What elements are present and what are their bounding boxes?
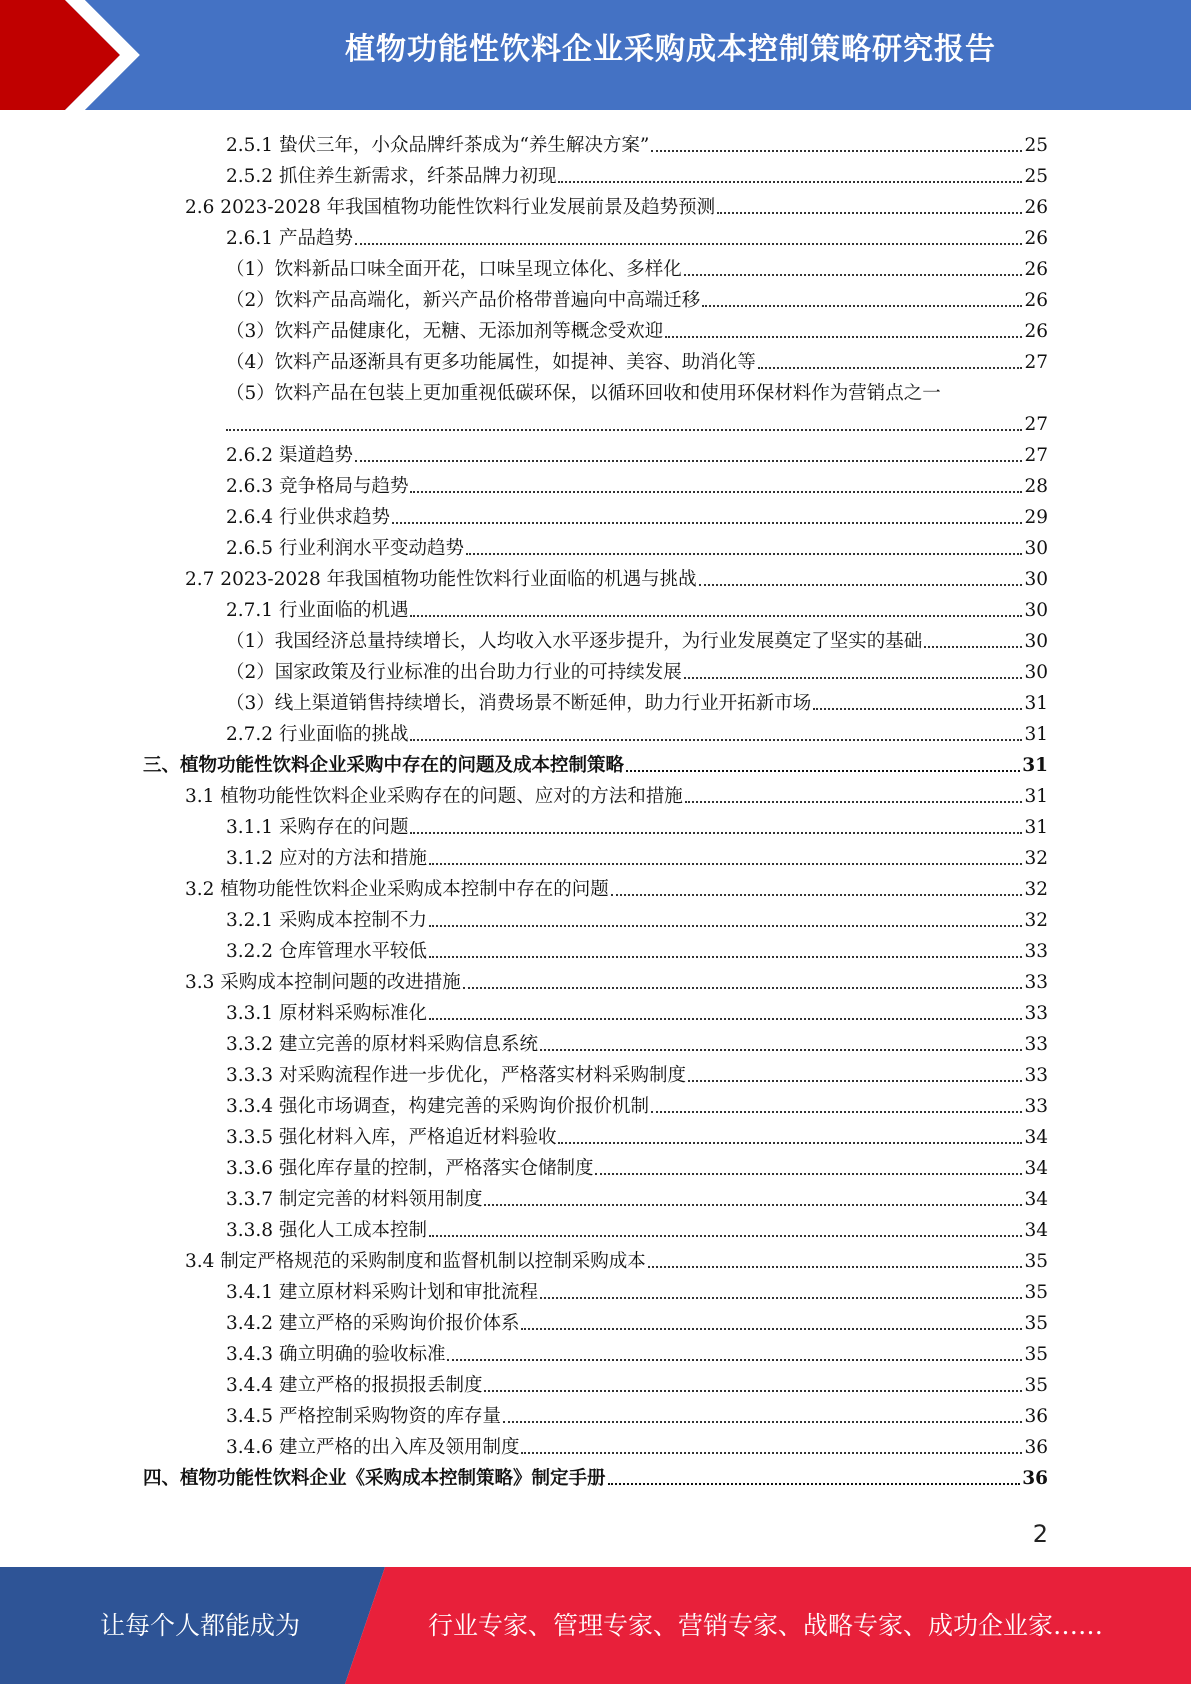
toc-entry-page: 34 bbox=[1024, 1127, 1048, 1148]
toc-entry-title: 2.7.2 行业面临的挑战 bbox=[226, 724, 409, 745]
toc-leader-dots bbox=[410, 832, 1022, 834]
toc-entry-page: 32 bbox=[1024, 848, 1048, 869]
toc-entry[interactable] bbox=[226, 467, 1048, 498]
toc-entry-page: 30 bbox=[1024, 538, 1048, 559]
toc-leader-dots bbox=[688, 1080, 1022, 1082]
toc-leader-dots bbox=[813, 708, 1022, 710]
toc-leader-dots bbox=[558, 181, 1022, 183]
toc-entry-title: 3.1.1 采购存在的问题 bbox=[226, 817, 409, 838]
toc-entry-title: 2.5.2 抓住养生新需求，纤茶品牌力初现 bbox=[226, 166, 557, 187]
report-title: 植物功能性饮料企业采购成本控制策略研究报告 bbox=[345, 32, 996, 67]
toc-leader-dots bbox=[429, 1235, 1022, 1237]
toc-entry[interactable] bbox=[226, 591, 1048, 622]
toc-entry-title: 3.3.8 强化人工成本控制 bbox=[226, 1220, 427, 1241]
toc-entry-title: 3.4.2 建立严格的采购询价报价体系 bbox=[226, 1313, 520, 1334]
toc-entry-page: 25 bbox=[1024, 166, 1048, 187]
toc-entry-title: 3.2.1 采购成本控制不力 bbox=[226, 910, 427, 931]
toc-entry-title: （5）饮料产品在包装上更加重视低碳环保，以循环回收和使用环保材料作为营销点之一 bbox=[226, 383, 941, 404]
toc-leader-dots bbox=[429, 956, 1022, 958]
toc-entry[interactable] bbox=[185, 777, 1048, 808]
toc-entry[interactable] bbox=[185, 963, 1048, 994]
toc-entry-title: 3.3 采购成本控制问题的改进措施 bbox=[185, 972, 461, 993]
toc-leader-dots bbox=[702, 305, 1022, 307]
toc-entry-page: 25 bbox=[1024, 135, 1048, 156]
toc-entry-title: 3.4.4 建立严格的报损报丢制度 bbox=[226, 1375, 483, 1396]
toc-entry[interactable] bbox=[226, 157, 1048, 188]
toc-leader-dots bbox=[611, 894, 1023, 896]
toc-leader-dots bbox=[355, 460, 1023, 462]
toc-entry-title: 3.4.5 严格控制采购物资的库存量 bbox=[226, 1406, 501, 1427]
toc-entry-title: 2.5.1 蛰伏三年，小众品牌纤茶成为“养生解决方案” bbox=[226, 135, 650, 156]
chevron-logo-icon bbox=[0, 0, 150, 110]
toc-entry-page: 32 bbox=[1024, 879, 1048, 900]
toc-entry[interactable] bbox=[226, 1273, 1048, 1304]
toc-leader-dots bbox=[684, 677, 1023, 679]
toc-leader-dots bbox=[447, 1359, 1022, 1361]
page-footer bbox=[0, 1567, 1191, 1684]
toc-entry[interactable] bbox=[226, 374, 1048, 436]
toc-entry-page: 31 bbox=[1024, 786, 1048, 807]
toc-entry-page: 31 bbox=[1022, 755, 1048, 776]
toc-leader-dots bbox=[595, 1173, 1022, 1175]
toc-leader-dots bbox=[410, 491, 1022, 493]
toc-entry-page: 33 bbox=[1024, 941, 1048, 962]
toc-leader-dots bbox=[463, 987, 1023, 989]
toc-entry[interactable] bbox=[185, 188, 1048, 219]
toc-entry-title: 2.6.1 产品趋势 bbox=[226, 228, 353, 249]
toc-entry-page: 33 bbox=[1024, 1003, 1048, 1024]
toc-entry[interactable] bbox=[226, 653, 1048, 684]
toc-entry-title: 2.6 2023-2028 年我国植物功能性饮料行业发展前景及趋势预测 bbox=[185, 197, 716, 218]
toc-entry-page: 35 bbox=[1024, 1282, 1048, 1303]
toc-entry-title: 2.7 2023-2028 年我国植物功能性饮料行业面临的机遇与挑战 bbox=[185, 569, 697, 590]
toc-entry-page: 26 bbox=[1024, 228, 1048, 249]
toc-leader-dots bbox=[410, 739, 1022, 741]
toc-entry[interactable] bbox=[226, 622, 1048, 653]
toc-leader-dots bbox=[503, 1421, 1022, 1423]
toc-entry-title: 3.3.4 强化市场调查，构建完善的采购询价报价机制 bbox=[226, 1096, 649, 1117]
toc-entry-page: 36 bbox=[1024, 1406, 1048, 1427]
toc-leader-dots bbox=[699, 584, 1023, 586]
toc-entry-title: （3）线上渠道销售持续增长，消费场景不断延伸，助力行业开拓新市场 bbox=[226, 693, 812, 714]
toc-entry-page: 27 bbox=[1024, 414, 1048, 435]
toc-entry[interactable] bbox=[185, 1242, 1048, 1273]
toc-leader-dots bbox=[484, 1390, 1022, 1392]
toc-entry[interactable] bbox=[226, 1304, 1048, 1335]
toc-leader-dots bbox=[626, 770, 1020, 772]
toc-entry[interactable] bbox=[226, 436, 1048, 467]
toc-entry-title: 3.2 植物功能性饮料企业采购成本控制中存在的问题 bbox=[185, 879, 609, 900]
toc-entry-page: 34 bbox=[1024, 1189, 1048, 1210]
toc-entry-page: 30 bbox=[1024, 631, 1048, 652]
toc-entry[interactable] bbox=[226, 1397, 1048, 1428]
toc-leader-dots bbox=[226, 429, 1022, 431]
toc-entry-page: 26 bbox=[1024, 321, 1048, 342]
toc-entry[interactable] bbox=[226, 1118, 1048, 1149]
toc-entry-title: 三、植物功能性饮料企业采购中存在的问题及成本控制策略 bbox=[143, 755, 625, 776]
toc-entry-page: 34 bbox=[1024, 1158, 1048, 1179]
toc-entry-title: 3.4.3 确立明确的验收标准 bbox=[226, 1344, 446, 1365]
toc-leader-dots bbox=[521, 1452, 1022, 1454]
toc-entry[interactable] bbox=[226, 219, 1048, 250]
toc-entry-page: 31 bbox=[1024, 693, 1048, 714]
toc-leader-dots bbox=[651, 150, 1022, 152]
toc-leader-dots bbox=[355, 243, 1023, 245]
toc-entry-page: 34 bbox=[1024, 1220, 1048, 1241]
toc-leader-dots bbox=[924, 646, 1022, 648]
toc-entry-page: 33 bbox=[1024, 1096, 1048, 1117]
toc-entry-title: 2.6.5 行业利润水平变动趋势 bbox=[226, 538, 464, 559]
footer-slogan-right: 行业专家、管理专家、营销专家、战略专家、成功企业家…… bbox=[427, 1611, 1103, 1640]
toc-leader-dots bbox=[410, 615, 1022, 617]
toc-leader-dots bbox=[665, 336, 1022, 338]
toc-entry-page: 36 bbox=[1022, 1468, 1048, 1489]
toc-entry-page: 33 bbox=[1024, 1065, 1048, 1086]
toc-leader-dots bbox=[466, 553, 1022, 555]
toc-entry-page: 33 bbox=[1024, 972, 1048, 993]
toc-entry[interactable] bbox=[226, 250, 1048, 281]
toc-entry[interactable] bbox=[226, 994, 1048, 1025]
toc-leader-dots bbox=[558, 1142, 1022, 1144]
toc-entry-page: 29 bbox=[1024, 507, 1048, 528]
toc-entry[interactable] bbox=[226, 1087, 1048, 1118]
toc-entry[interactable] bbox=[226, 1180, 1048, 1211]
toc-leader-dots bbox=[540, 1297, 1022, 1299]
toc-entry-page: 31 bbox=[1024, 724, 1048, 745]
toc-entry-page: 26 bbox=[1024, 259, 1048, 280]
toc-leader-dots bbox=[521, 1328, 1022, 1330]
toc-entry-title: 2.6.3 竞争格局与趋势 bbox=[226, 476, 409, 497]
toc-entry-page: 28 bbox=[1024, 476, 1048, 497]
toc-entry[interactable] bbox=[226, 684, 1048, 715]
toc-leader-dots bbox=[717, 212, 1022, 214]
toc-entry-title: 2.6.2 渠道趋势 bbox=[226, 445, 353, 466]
toc-entry-page: 36 bbox=[1024, 1437, 1048, 1458]
toc-entry-title: 3.4.1 建立原材料采购计划和审批流程 bbox=[226, 1282, 538, 1303]
toc-entry[interactable] bbox=[226, 529, 1048, 560]
toc-leader-dots bbox=[429, 1018, 1022, 1020]
toc-entry-page: 26 bbox=[1024, 290, 1048, 311]
toc-entry-title: （1）饮料新品口味全面开花，口味呈现立体化、多样化 bbox=[226, 259, 682, 280]
toc-leader-dots bbox=[484, 1204, 1022, 1206]
toc-leader-dots bbox=[540, 1049, 1022, 1051]
toc-entry-title: （2）国家政策及行业标准的出台助力行业的可持续发展 bbox=[226, 662, 682, 683]
footer-slogan-left: 让每个人都能成为 bbox=[99, 1611, 300, 1640]
toc-entry-title: 3.3.2 建立完善的原材料采购信息系统 bbox=[226, 1034, 538, 1055]
toc-entry-page: 35 bbox=[1024, 1375, 1048, 1396]
toc-entry[interactable] bbox=[226, 901, 1048, 932]
toc-entry-title: 3.2.2 仓库管理水平较低 bbox=[226, 941, 427, 962]
page-number: 2 bbox=[1032, 1520, 1048, 1548]
toc-leader-dots bbox=[684, 274, 1023, 276]
toc-entry[interactable] bbox=[226, 1056, 1048, 1087]
toc-entry-title: 2.7.1 行业面临的机遇 bbox=[226, 600, 409, 621]
toc-entry-page: 35 bbox=[1024, 1251, 1048, 1272]
toc-entry-title: 3.4.6 建立严格的出入库及领用制度 bbox=[226, 1437, 520, 1458]
toc-entry-title: （4）饮料产品逐渐具有更多功能属性，如提神、美容、助消化等 bbox=[226, 352, 756, 373]
toc-entry-title: 3.3.5 强化材料入库，严格追近材料验收 bbox=[226, 1127, 557, 1148]
toc-entry-page: 31 bbox=[1024, 817, 1048, 838]
toc-entry[interactable] bbox=[226, 1335, 1048, 1366]
toc-entry-page: 32 bbox=[1024, 910, 1048, 931]
toc-leader-dots bbox=[685, 801, 1023, 803]
toc-entry[interactable] bbox=[226, 1149, 1048, 1180]
toc-entry-title: 3.3.7 制定完善的材料领用制度 bbox=[226, 1189, 483, 1210]
toc-entry-title: 3.1.2 应对的方法和措施 bbox=[226, 848, 427, 869]
toc-leader-dots bbox=[392, 522, 1022, 524]
toc-entry-page: 30 bbox=[1024, 600, 1048, 621]
toc-entry[interactable] bbox=[226, 312, 1048, 343]
toc-entry-page: 27 bbox=[1024, 352, 1048, 373]
toc-entry[interactable] bbox=[226, 343, 1048, 374]
toc-entry-title: 2.6.4 行业供求趋势 bbox=[226, 507, 390, 528]
toc-entry-title: 3.4 制定严格规范的采购制度和监督机制以控制采购成本 bbox=[185, 1251, 646, 1272]
toc-entry-page: 30 bbox=[1024, 662, 1048, 683]
toc-leader-dots bbox=[608, 1483, 1021, 1485]
toc-leader-dots bbox=[429, 863, 1022, 865]
toc-entry-title: （1）我国经济总量持续增长，人均收入水平逐步提升，为行业发展奠定了坚实的基础 bbox=[226, 631, 923, 652]
toc-entry[interactable] bbox=[143, 746, 1048, 777]
toc-entry-title: 3.3.3 对采购流程作进一步优化，严格落实材料采购制度 bbox=[226, 1065, 686, 1086]
toc-entry-title: 四、植物功能性饮料企业《采购成本控制策略》制定手册 bbox=[143, 1468, 606, 1489]
toc-entry[interactable] bbox=[226, 1025, 1048, 1056]
toc-entry[interactable] bbox=[226, 1366, 1048, 1397]
toc-entry-page: 35 bbox=[1024, 1313, 1048, 1334]
page-header bbox=[0, 0, 1191, 110]
toc-entry-title: 3.3.6 强化库存量的控制，严格落实仓储制度 bbox=[226, 1158, 594, 1179]
toc-entry[interactable] bbox=[143, 1459, 1048, 1490]
toc-entry-title: （3）饮料产品健康化，无糖、无添加剂等概念受欢迎 bbox=[226, 321, 664, 342]
toc-entry[interactable] bbox=[226, 281, 1048, 312]
toc-entry[interactable] bbox=[226, 715, 1048, 746]
toc-entry-title: （2）饮料产品高端化，新兴产品价格带普遍向中高端迁移 bbox=[226, 290, 701, 311]
toc-entry[interactable] bbox=[226, 808, 1048, 839]
toc-entry-title: 3.3.1 原材料采购标准化 bbox=[226, 1003, 427, 1024]
toc-leader-dots bbox=[648, 1266, 1023, 1268]
toc-entry-page: 26 bbox=[1024, 197, 1048, 218]
toc-entry[interactable] bbox=[226, 932, 1048, 963]
toc-entry[interactable] bbox=[226, 1211, 1048, 1242]
toc-entry[interactable] bbox=[185, 560, 1048, 591]
toc-leader-dots bbox=[758, 367, 1023, 369]
toc-entry[interactable] bbox=[185, 870, 1048, 901]
toc-entry[interactable] bbox=[226, 126, 1048, 157]
toc-entry-page: 30 bbox=[1024, 569, 1048, 590]
toc-entry[interactable] bbox=[226, 1428, 1048, 1459]
toc-entry[interactable] bbox=[226, 498, 1048, 529]
toc-entry[interactable] bbox=[226, 839, 1048, 870]
toc-entry-title: 3.1 植物功能性饮料企业采购存在的问题、应对的方法和措施 bbox=[185, 786, 683, 807]
toc-leader-dots bbox=[651, 1111, 1022, 1113]
toc-entry-page: 27 bbox=[1024, 445, 1048, 466]
toc-leader-dots bbox=[429, 925, 1022, 927]
toc-entry-page: 33 bbox=[1024, 1034, 1048, 1055]
toc-entry-page: 35 bbox=[1024, 1344, 1048, 1365]
